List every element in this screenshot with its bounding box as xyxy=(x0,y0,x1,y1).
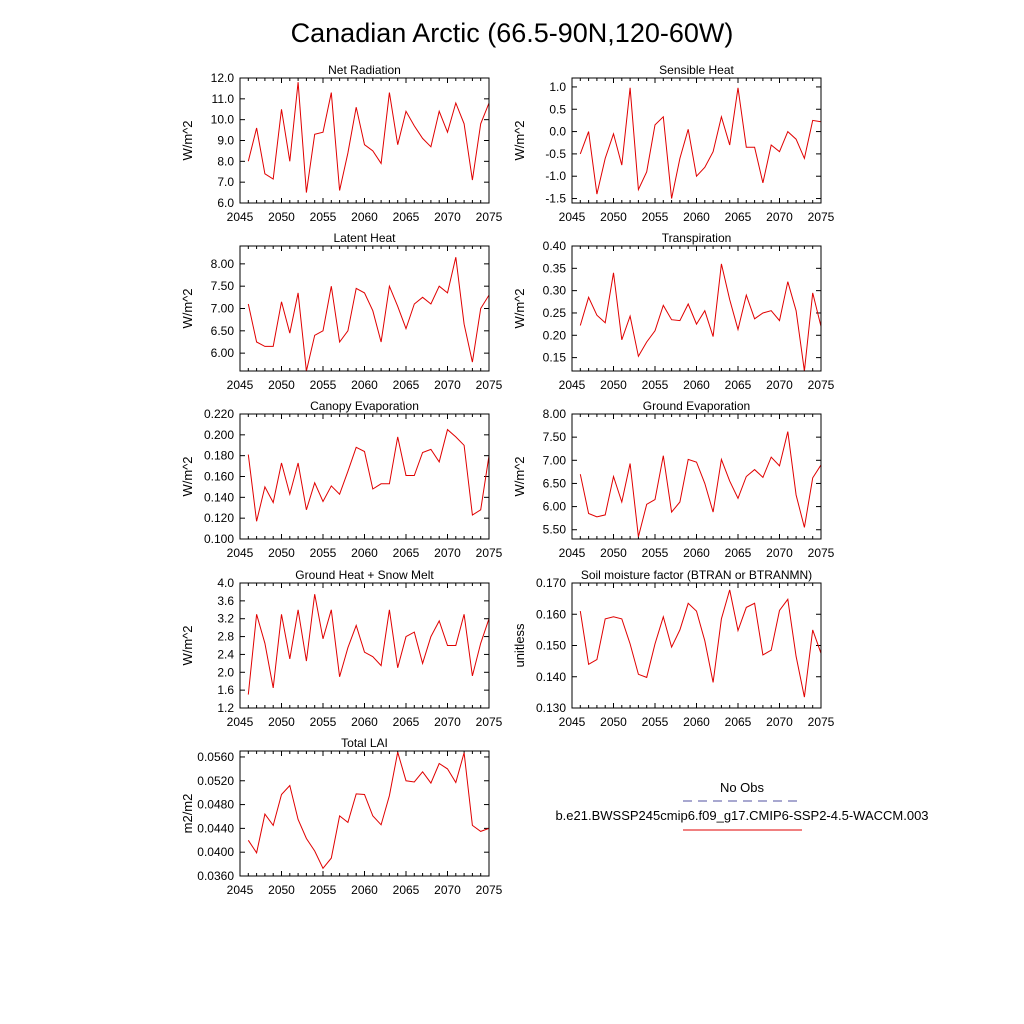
panel-4-xtick-label: 2055 xyxy=(641,378,669,392)
panel-8-ytick-label: 0.130 xyxy=(535,701,566,715)
panel-9-xtick-label: 2070 xyxy=(434,883,461,897)
panel-1-ytick-label: 6.0 xyxy=(217,196,234,210)
panel-8-ytick-label: 0.170 xyxy=(535,576,566,590)
panel-9-ytick-label: 0.0520 xyxy=(197,773,234,788)
panel-5-ytick-label: 0.100 xyxy=(203,532,234,546)
panel-9-ytick-label: 0.0480 xyxy=(197,797,234,812)
legend-model-label: b.e21.BWSSP245cmip6.f09_g17.CMIP6-SSP2-4.5-WACCM.003 xyxy=(555,808,929,823)
panel-5-ytick-label: 0.220 xyxy=(203,407,234,421)
panel-7-title: Ground Heat + Snow Melt xyxy=(295,568,434,582)
panel-2-xtick-label: 2045 xyxy=(558,210,586,224)
panel-7-ytick-label: 2.8 xyxy=(217,629,234,644)
panel-4-ytick-label: 0.15 xyxy=(542,350,566,365)
panel-6-xtick-label: 2075 xyxy=(807,546,835,560)
panel-1-xtick-label: 2050 xyxy=(268,210,295,224)
panel-4-ytick-label: 0.40 xyxy=(542,239,566,253)
panel-3-xtick-label: 2060 xyxy=(351,378,378,392)
panel-1-ytick-label: 12.0 xyxy=(210,71,234,85)
panel-8-xtick-label: 2070 xyxy=(766,715,793,729)
panel-6-title: Ground Evaporation xyxy=(642,399,751,413)
panel-9-ytick-label: 0.0360 xyxy=(197,869,234,883)
panel-1-xtick-label: 2060 xyxy=(351,210,378,224)
panel-1-ytick-label: 10.0 xyxy=(210,112,234,127)
panel-8-xtick-label: 2045 xyxy=(558,715,586,729)
panel-2-xtick-label: 2060 xyxy=(683,210,710,224)
panel-5-ytick-label: 0.140 xyxy=(203,490,234,505)
panel-6-xtick-label: 2060 xyxy=(683,546,710,560)
panel-6-ytick-label: 5.50 xyxy=(542,522,566,537)
panel-8-ylabel: unitless xyxy=(512,623,527,668)
panel-3-xtick-label: 2055 xyxy=(309,378,337,392)
panel-1-ytick-label: 11.0 xyxy=(211,91,234,106)
panel-8-ytick-label: 0.160 xyxy=(535,607,566,622)
panel-1-xtick-label: 2070 xyxy=(434,210,461,224)
panel-6-xtick-label: 2055 xyxy=(641,546,669,560)
panel-4-xtick-label: 2045 xyxy=(558,378,586,392)
panel-2-xtick-label: 2075 xyxy=(807,210,835,224)
panel-7-xtick-label: 2060 xyxy=(351,715,378,729)
panel-2-ytick-label: 1.0 xyxy=(549,79,566,94)
panel-2-ytick-label: -1.5 xyxy=(545,191,566,206)
panel-7-xtick-label: 2050 xyxy=(268,715,295,729)
panel-9-ytick-label: 0.0440 xyxy=(197,821,234,836)
panel-5-ylabel: W/m^2 xyxy=(180,456,195,497)
panel-5-xtick-label: 2070 xyxy=(434,546,461,560)
panel-7-ytick-label: 2.0 xyxy=(217,665,234,680)
panel-7-ytick-label: 1.2 xyxy=(217,701,234,715)
panel-8-xtick-label: 2065 xyxy=(724,715,752,729)
panel-4-xtick-label: 2060 xyxy=(683,378,710,392)
panel-2-xtick-label: 2050 xyxy=(600,210,627,224)
panel-1-title: Net Radiation xyxy=(328,63,401,77)
panel-6-ytick-label: 7.50 xyxy=(542,430,566,445)
panel-3-xtick-label: 2050 xyxy=(268,378,295,392)
figure-title: Canadian Arctic (66.5-90N,120-60W) xyxy=(290,18,734,48)
panel-4-title: Transpiration xyxy=(661,231,732,245)
panel-7-xtick-label: 2055 xyxy=(309,715,337,729)
panel-2-ytick-label: 0.5 xyxy=(549,102,566,117)
panel-2-title: Sensible Heat xyxy=(659,63,734,77)
panel-1-xtick-label: 2055 xyxy=(309,210,337,224)
panel-9-title: Total LAI xyxy=(341,736,388,750)
panel-7-xtick-label: 2075 xyxy=(475,715,503,729)
panel-5-ytick-label: 0.160 xyxy=(203,469,234,484)
panel-3-xtick-label: 2075 xyxy=(475,378,503,392)
panel-3-ytick-label: 6.50 xyxy=(210,323,234,338)
panel-9-ytick-label: 0.0560 xyxy=(197,749,234,764)
panel-2-ytick-label: 0.0 xyxy=(549,124,566,139)
panel-4-xtick-label: 2070 xyxy=(766,378,793,392)
panel-6-xtick-label: 2045 xyxy=(558,546,586,560)
panel-7-ytick-label: 2.4 xyxy=(217,647,234,662)
panel-4-ytick-label: 0.20 xyxy=(542,328,566,343)
panel-9-ylabel: m2/m2 xyxy=(180,793,195,834)
panel-5-xtick-label: 2065 xyxy=(392,546,420,560)
panel-1-xtick-label: 2065 xyxy=(392,210,420,224)
panel-5-xtick-label: 2045 xyxy=(226,546,254,560)
panel-9-xtick-label: 2050 xyxy=(268,883,295,897)
panel-2-xtick-label: 2065 xyxy=(724,210,752,224)
panel-9-xtick-label: 2045 xyxy=(226,883,254,897)
panel-5-xtick-label: 2050 xyxy=(268,546,295,560)
panel-5-ytick-label: 0.120 xyxy=(203,511,234,526)
panel-8-title: Soil moisture factor (BTRAN or BTRANMN) xyxy=(580,568,813,582)
panel-3-xtick-label: 2070 xyxy=(434,378,461,392)
panel-6-ytick-label: 6.50 xyxy=(542,476,566,491)
panel-4-xtick-label: 2065 xyxy=(724,378,752,392)
panel-3-ytick-label: 7.50 xyxy=(210,279,234,294)
panel-7-ytick-label: 1.6 xyxy=(217,683,234,698)
panel-5-ytick-label: 0.180 xyxy=(203,448,234,463)
panel-3-xtick-label: 2045 xyxy=(226,378,254,392)
panel-6-ytick-label: 8.00 xyxy=(542,407,566,421)
panel-3-ylabel: W/m^2 xyxy=(180,288,195,329)
panel-9-xtick-label: 2075 xyxy=(475,883,503,897)
panel-8-xtick-label: 2055 xyxy=(641,715,669,729)
panel-2-ylabel: W/m^2 xyxy=(512,120,527,161)
panel-7-xtick-label: 2045 xyxy=(226,715,254,729)
legend-obs-label: No Obs xyxy=(719,780,765,795)
panel-9-xtick-label: 2060 xyxy=(351,883,378,897)
panel-9-xtick-label: 2065 xyxy=(392,883,420,897)
panel-5-ytick-label: 0.200 xyxy=(203,427,234,442)
panel-4-xtick-label: 2075 xyxy=(807,378,835,392)
panel-7-ytick-label: 3.6 xyxy=(217,593,234,608)
panel-8-xtick-label: 2075 xyxy=(807,715,835,729)
panel-4-ylabel: W/m^2 xyxy=(512,288,527,329)
panel-4-ytick-label: 0.35 xyxy=(542,261,566,276)
panel-3-xtick-label: 2065 xyxy=(392,378,420,392)
panel-6-ytick-label: 7.00 xyxy=(542,453,566,468)
panel-8-ytick-label: 0.150 xyxy=(535,638,566,653)
panel-2-ytick-label: -0.5 xyxy=(545,146,566,161)
panel-2-ytick-label: -1.0 xyxy=(545,169,566,184)
panel-1-ylabel: W/m^2 xyxy=(180,120,195,161)
panel-8-xtick-label: 2050 xyxy=(600,715,627,729)
panel-4-ytick-label: 0.25 xyxy=(542,305,566,320)
panel-6-xtick-label: 2070 xyxy=(766,546,793,560)
panel-2-xtick-label: 2055 xyxy=(641,210,669,224)
panel-9-xtick-label: 2055 xyxy=(309,883,337,897)
panel-7-ytick-label: 3.2 xyxy=(217,611,234,626)
panel-7-ylabel: W/m^2 xyxy=(180,625,195,666)
panel-4-xtick-label: 2050 xyxy=(600,378,627,392)
panel-3-ytick-label: 7.00 xyxy=(210,301,234,316)
panel-3-ytick-label: 8.00 xyxy=(210,256,234,271)
panel-6-ytick-label: 6.00 xyxy=(542,499,566,514)
panel-6-ylabel: W/m^2 xyxy=(512,456,527,497)
panel-5-xtick-label: 2075 xyxy=(475,546,503,560)
panel-1-xtick-label: 2045 xyxy=(226,210,254,224)
panel-5-title: Canopy Evaporation xyxy=(310,399,419,413)
panel-3-ytick-label: 6.00 xyxy=(210,346,234,361)
panel-2-xtick-label: 2070 xyxy=(766,210,793,224)
panel-5-xtick-label: 2060 xyxy=(351,546,378,560)
panel-3-title: Latent Heat xyxy=(333,231,396,245)
panel-7-ytick-label: 4.0 xyxy=(217,576,234,590)
panel-1-ytick-label: 7.0 xyxy=(217,175,234,190)
panel-8-ytick-label: 0.140 xyxy=(535,669,566,684)
panel-1-ytick-label: 9.0 xyxy=(217,133,234,148)
panel-7-xtick-label: 2065 xyxy=(392,715,420,729)
panel-9-ytick-label: 0.0400 xyxy=(197,845,234,860)
panel-6-xtick-label: 2065 xyxy=(724,546,752,560)
panel-4-ytick-label: 0.30 xyxy=(542,283,566,298)
panel-7-xtick-label: 2070 xyxy=(434,715,461,729)
panel-5-xtick-label: 2055 xyxy=(309,546,337,560)
panel-1-xtick-label: 2075 xyxy=(475,210,503,224)
panel-6-xtick-label: 2050 xyxy=(600,546,627,560)
panel-1-ytick-label: 8.0 xyxy=(217,154,234,169)
panel-8-xtick-label: 2060 xyxy=(683,715,710,729)
